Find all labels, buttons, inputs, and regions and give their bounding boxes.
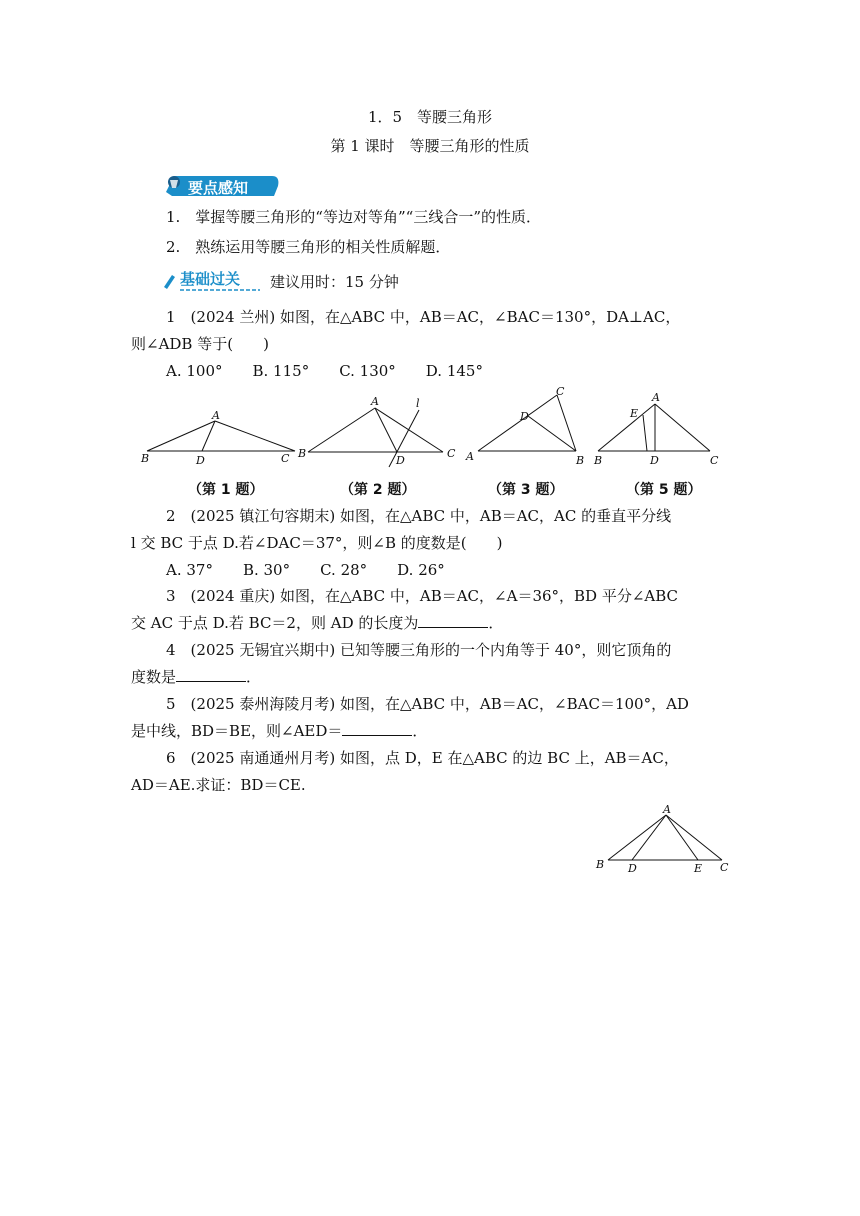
q4-answer-blank[interactable] — [176, 667, 246, 682]
f3-label-b: B — [576, 454, 585, 467]
time-note: 建议用时：15 分钟 — [270, 273, 399, 291]
figure-1 — [140, 409, 295, 467]
caption-fig-1: （第 1 题） — [188, 482, 264, 498]
section-title: 1．5 等腰三角形 — [367, 108, 493, 126]
caption-fig-5: （第 5 题） — [626, 482, 702, 498]
figure-5 — [593, 391, 719, 467]
q5-answer-blank[interactable] — [342, 721, 412, 736]
f5-label-d: D — [650, 454, 659, 467]
key-point-2: 2. 熟练运用等腰三角形的相关性质解题． — [166, 238, 451, 256]
q2-line2: l 交 BC 于点 D.若∠DAC＝37°，则∠B 的度数是( ) — [131, 534, 503, 552]
f2-label-c: C — [447, 447, 456, 460]
q5-line2-wrap — [131, 721, 427, 741]
figures-row — [130, 385, 730, 475]
q2-line1: 2 (2025 镇江句容期末) 如图，在△ABC 中，AB＝AC，AC 的垂直平分线 — [166, 507, 672, 525]
f1-label-a: A — [212, 409, 220, 422]
f6-label-c: C — [720, 861, 729, 874]
f6-label-a: A — [663, 805, 671, 816]
key-points-badge-label: 要点感知 — [188, 179, 249, 197]
key-point-1: 1. 掌握等腰三角形的“等边对等角”“三线合一”的性质． — [166, 208, 541, 226]
basic-badge-label: 基础过关 — [180, 270, 241, 288]
q4-line2-wrap — [131, 667, 261, 687]
f1-label-c: C — [281, 452, 290, 465]
f1-label-d: D — [196, 454, 205, 467]
q5-period: ． — [412, 722, 428, 740]
q3-line2-wrap — [131, 613, 503, 633]
f2-label-b: B — [298, 447, 307, 460]
q5-line1: 5 (2025 泰州海陵月考) 如图，在△ABC 中，AB＝AC，∠BAC＝100°，AD — [166, 695, 689, 713]
q4-line1: 4 (2025 无锡宜兴期中) 已知等腰三角形的一个内角等于 40°，则它顶角的 — [166, 641, 672, 659]
q6-line2: AD＝AE.求证：BD＝CE. — [131, 776, 306, 794]
figure-2 — [297, 395, 456, 467]
f3-label-a: A — [466, 450, 474, 463]
f5-label-e: E — [630, 407, 639, 420]
q1-line1: 1 (2024 兰州) 如图，在△ABC 中，AB＝AC，∠BAC＝130°，DA⊥AC， — [166, 308, 681, 326]
f5-label-c: C — [710, 454, 719, 467]
q6-line1: 6 (2025 南通通州月考) 如图，点 D，E 在△ABC 的边 BC 上，AB＝AC， — [166, 749, 679, 767]
q2-options: A. 37° B. 30° C. 28° D. 26° — [166, 561, 445, 579]
lesson-title: 第 1 课时 等腰三角形的性质 — [330, 137, 530, 155]
f3-label-c: C — [556, 385, 565, 398]
q5-line2: 是中线，BD＝BE，则∠AED＝ — [131, 722, 343, 740]
f6-label-e: E — [694, 862, 703, 875]
q4-line2: 度数是 — [131, 668, 177, 686]
q3-line2: 交 AC 于点 D.若 BC＝2，则 AD 的长度为 — [131, 614, 419, 632]
basic-badge — [160, 265, 270, 293]
f1-label-b: B — [141, 452, 150, 465]
q1-options: A. 100° B. 115° C. 130° D. 145° — [166, 362, 483, 380]
f6-label-d: D — [628, 862, 637, 875]
q4-period: ． — [246, 668, 262, 686]
f5-label-b: B — [594, 454, 603, 467]
key-points-badge — [160, 172, 280, 200]
caption-fig-3: （第 3 题） — [488, 482, 564, 498]
q3-period: ． — [488, 614, 504, 632]
q3-answer-blank[interactable] — [418, 613, 488, 628]
f3-label-d: D — [520, 410, 529, 423]
q3-line1: 3 (2024 重庆) 如图，在△ABC 中，AB＝AC，∠A＝36°，BD 平分∠ABC — [166, 587, 679, 605]
f6-label-b: B — [596, 858, 605, 871]
q1-line2: 则∠ADB 等于( ) — [131, 335, 269, 353]
f2-label-l: l — [416, 397, 420, 410]
f2-label-d: D — [396, 454, 405, 467]
f2-label-a: A — [371, 395, 379, 408]
caption-fig-2: （第 2 题） — [340, 482, 416, 498]
figure-6 — [590, 805, 740, 880]
figure-3 — [465, 385, 584, 467]
f5-label-a: A — [652, 391, 660, 404]
